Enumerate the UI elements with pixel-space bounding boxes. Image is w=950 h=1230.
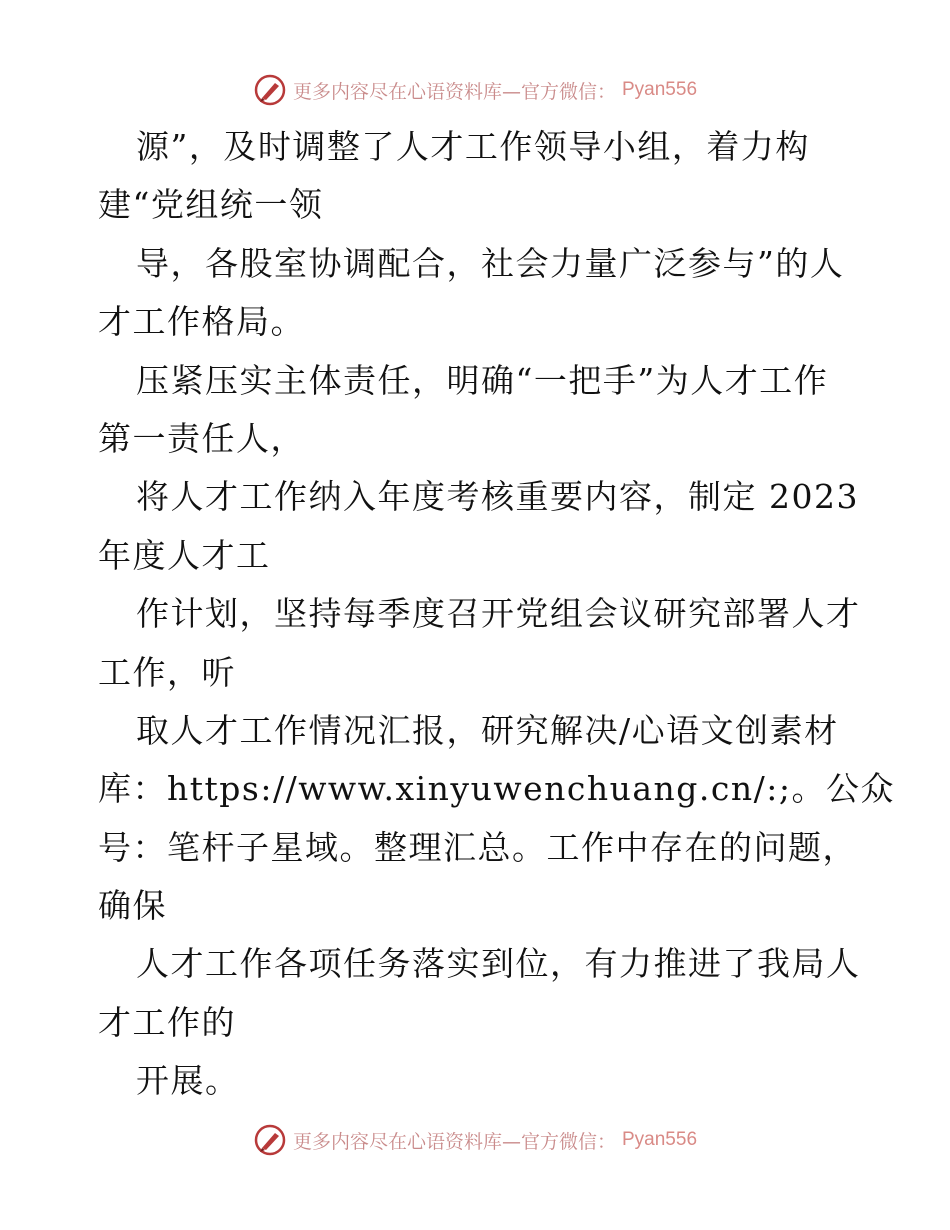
text-line: 年度人才工	[98, 535, 271, 575]
text-line: 号：笔杆子星域。整理汇总。工作中存在的问题，	[98, 827, 857, 867]
pen-logo-icon	[253, 73, 287, 107]
text-line: 工作，听	[98, 652, 236, 692]
text-line: 取人才工作情况汇报，研究解决/心语文创素材	[136, 710, 839, 750]
text-line: 建“党组统一领	[98, 185, 324, 225]
text-line: 人才工作各项任务落实到位，有力推进了我局人	[136, 944, 861, 984]
document-body	[98, 118, 895, 1111]
text-line: 作计划，坚持每季度召开党组会议研究部署人才	[136, 594, 861, 634]
text-line: 导，各股室协调配合，社会力量广泛参与”的人	[136, 243, 845, 283]
banner-handle: Pyan556	[622, 79, 698, 100]
text-line: 压紧压实主体责任，明确“一把手”为人才工作	[136, 360, 829, 400]
text-line: 源”，及时调整了人才工作领导小组，着力构	[136, 127, 810, 166]
text-line: 第一责任人，	[98, 418, 305, 458]
banner-handle: Pyan556	[622, 1129, 698, 1150]
footer-banner	[0, 1120, 950, 1160]
text-line: 库：https://www.xinyuwenchuang.cn/:;。公众	[98, 769, 895, 809]
text-line: 才工作格局。	[98, 302, 305, 342]
banner-text: 更多内容尽在心语资料库—官方微信：	[292, 80, 616, 103]
text-line: 将人才工作纳入年度考核重要内容，制定 2023	[136, 477, 859, 517]
pen-logo-icon	[253, 1123, 287, 1157]
header-banner	[0, 70, 950, 110]
text-line: 开展。	[136, 1061, 240, 1101]
text-line: 才工作的	[98, 1002, 236, 1042]
banner-text: 更多内容尽在心语资料库—官方微信：	[292, 1130, 616, 1153]
text-line: 确保	[98, 886, 167, 926]
